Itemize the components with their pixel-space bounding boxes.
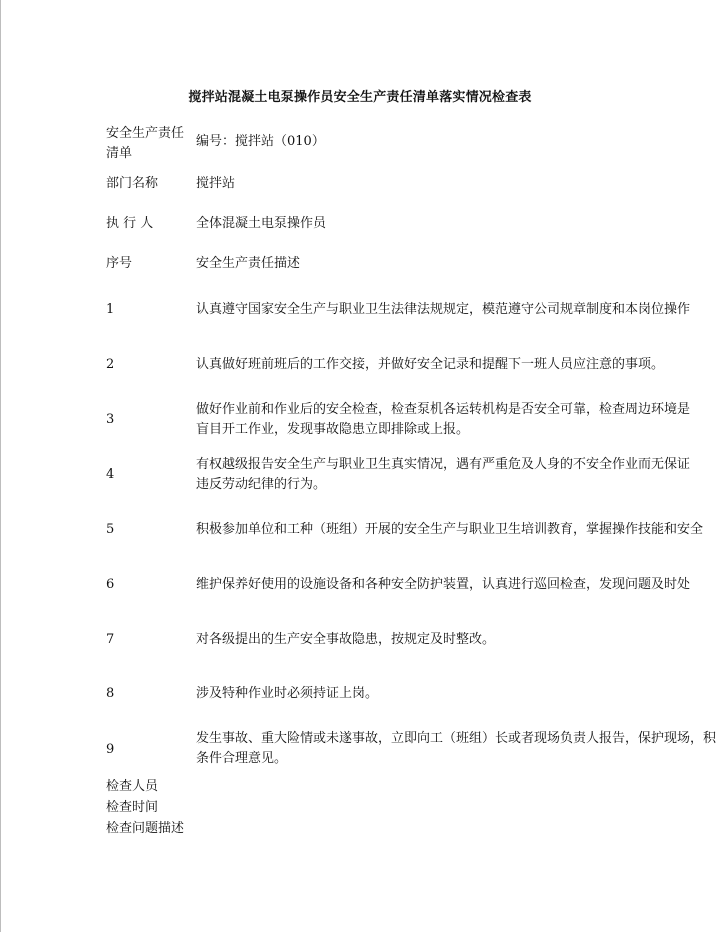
header-label: 执 行 人	[106, 216, 154, 231]
item-description-line: 盲目开工作业，发现事故隐患立即排除或上报。	[196, 422, 470, 437]
item-description	[196, 630, 720, 650]
footer-time-label: 检查时间	[106, 800, 159, 815]
document-title: 搅拌站混凝土电泵操作员安全生产责任清单落实情况检查表	[188, 90, 532, 105]
item-description-line: 涉及特种作业时必须持证上岗。	[196, 686, 379, 701]
item-number: 7	[106, 632, 115, 647]
item-number: 1	[106, 302, 115, 317]
item-description	[196, 455, 720, 495]
item-number: 5	[106, 522, 115, 537]
item-description	[196, 355, 720, 375]
header-label: 安全生产责任清单	[106, 126, 185, 161]
header-label: 序号	[106, 256, 133, 271]
item-number: 2	[106, 357, 115, 372]
item-description	[196, 520, 720, 540]
header-value: 编号：搅拌站（010）	[196, 134, 325, 149]
item-description-line: 违反劳动纪律的行为。	[196, 477, 327, 492]
header-value: 安全生产责任描述	[196, 256, 301, 271]
item-description	[196, 400, 720, 440]
item-description-line: 发生事故、重大险情或未遂事故，立即向工（班组）长或者现场负责人报告，保护现场，积	[196, 731, 717, 746]
item-description-line: 认真遵守国家安全生产与职业卫生法律法规规定，模范遵守公司规章制度和本岗位操作	[196, 302, 691, 317]
item-number: 9	[106, 742, 115, 757]
item-description-line: 维护保养好使用的设施设备和各种安全防护装置，认真进行巡回检查，发现问题及时处	[196, 577, 691, 592]
item-description-line: 条件合理意见。	[196, 751, 288, 766]
header-label: 部门名称	[106, 176, 159, 191]
item-number: 3	[106, 412, 115, 427]
item-description-line: 做好作业前和作业后的安全检查，检查泵机各运转机构是否安全可靠，检查周边环境是	[196, 402, 691, 417]
item-description-line: 对各级提出的生产安全事故隐患，按规定及时整改。	[196, 632, 496, 647]
item-number: 4	[106, 467, 115, 482]
item-number: 8	[106, 686, 115, 701]
header-value: 搅拌站	[196, 176, 236, 191]
footer-inspector-label: 检查人员	[106, 779, 159, 794]
item-description	[196, 684, 720, 704]
item-description-line: 认真做好班前班后的工作交接，并做好安全记录和提醒下一班人员应注意的事项。	[196, 357, 665, 372]
item-number: 6	[106, 577, 115, 592]
item-description-line: 有权越级报告安全生产与职业卫生真实情况，遇有严重危及人身的不安全作业而无保证	[196, 457, 691, 472]
item-description	[196, 300, 720, 320]
item-description	[196, 575, 720, 595]
item-description	[196, 729, 720, 769]
header-value: 全体混凝土电泵操作员	[196, 216, 327, 231]
item-description-line: 积极参加单位和工种（班组）开展的安全生产与职业卫生培训教育，掌握操作技能和安全	[196, 522, 704, 537]
footer-problem-label: 检查问题描述	[106, 821, 185, 836]
